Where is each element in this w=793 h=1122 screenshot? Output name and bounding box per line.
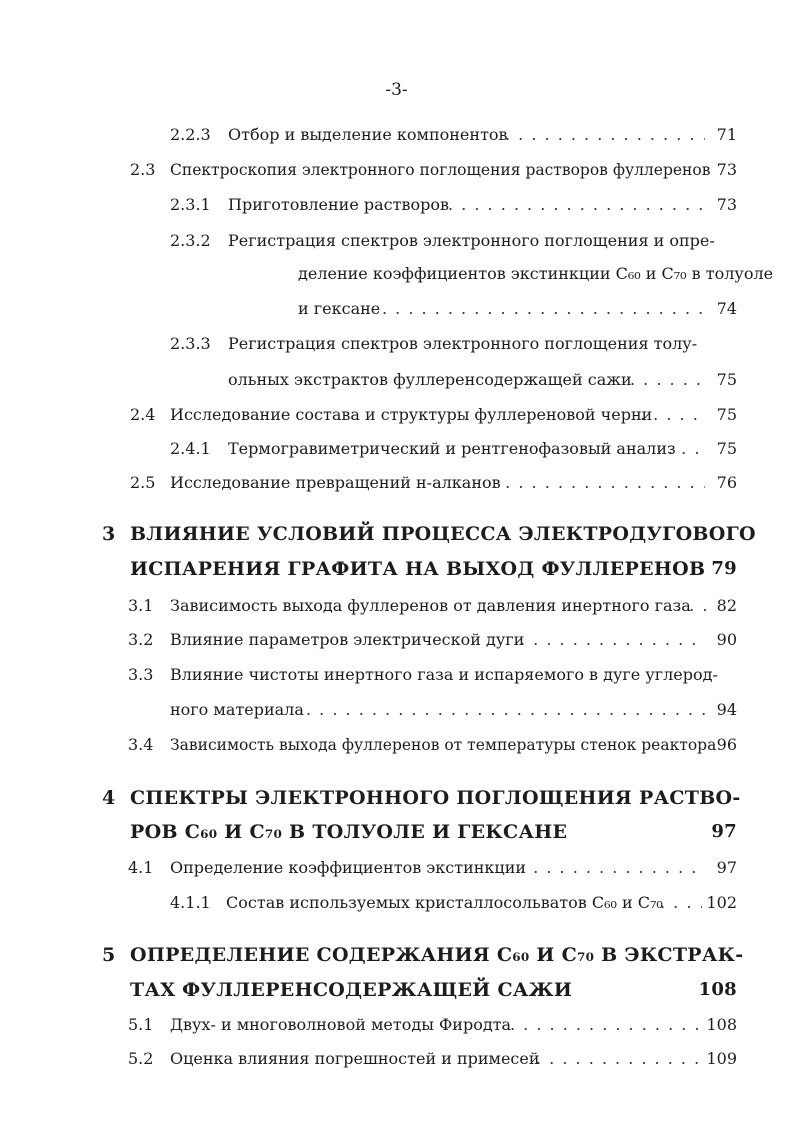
toc-entry-3-3 xyxy=(128,663,737,687)
page-ref: 97 xyxy=(716,858,737,877)
section-title: Определение коэффициентов экстинкции xyxy=(170,858,527,877)
page-ref: 82 xyxy=(716,596,737,615)
page-ref: 108 xyxy=(698,979,737,1000)
page-ref: 75 xyxy=(716,370,737,389)
page-ref: 109 xyxy=(706,1049,737,1068)
chapter-number: 5 xyxy=(102,944,116,966)
section-number: 3.1 xyxy=(128,596,154,615)
toc-entry-4-1-1 xyxy=(128,891,737,915)
page-ref: 90 xyxy=(716,630,737,649)
toc-entry-5-2 xyxy=(128,1047,737,1071)
section-number: 2.5 xyxy=(130,473,156,492)
section-title: Влияние параметров электрической дуги xyxy=(170,630,525,649)
section-title-line2: ольных экстрактов фуллеренсодержащей сажи xyxy=(228,370,632,389)
toc-entry-2-4 xyxy=(130,403,737,427)
chapter-3-heading xyxy=(100,522,756,546)
section-number: 2.3 xyxy=(130,160,156,179)
dot-leader xyxy=(520,628,706,652)
toc-entry-3-2 xyxy=(128,628,737,652)
section-number: 2.3.1 xyxy=(170,195,211,214)
section-number: 5.1 xyxy=(128,1015,154,1034)
section-title: Состав используемых кристаллосольватов C₆₀ и C₇₀ xyxy=(226,893,663,912)
section-title: Зависимость выхода фуллеренов от давления инертного газа xyxy=(170,596,691,615)
section-title: Зависимость выхода фуллеренов от температуры стенок реактора xyxy=(170,736,717,754)
toc-entry-2-3-2-end xyxy=(130,297,737,321)
section-number: 2.3.3 xyxy=(170,334,211,353)
toc-entry-2-2-3 xyxy=(130,123,737,147)
dot-leader xyxy=(640,403,705,427)
dot-leader xyxy=(448,193,705,217)
page-ref: 108 xyxy=(706,1015,737,1034)
dot-leader xyxy=(668,437,705,461)
section-number: 2.4.1 xyxy=(170,439,211,458)
dot-leader xyxy=(630,368,705,392)
section-number: 2.4 xyxy=(130,405,156,424)
page-ref: 102 xyxy=(706,893,737,912)
dot-leader xyxy=(676,594,706,618)
toc-entry-2-5 xyxy=(130,471,737,495)
chapter-title-line1: СПЕКТРЫ ЭЛЕКТРОННОГО ПОГЛОЩЕНИЯ РАСТВО- xyxy=(130,787,741,809)
page-number: -3- xyxy=(385,80,408,100)
dot-leader xyxy=(306,698,706,722)
chapter-4-heading xyxy=(100,786,741,810)
page-ref: 75 xyxy=(716,405,737,424)
page-ref: 76 xyxy=(716,473,737,492)
section-title-line1: Влияние чистоты инертного газа и испаряемого в дуге углерод- xyxy=(170,665,718,684)
dot-leader xyxy=(536,1047,700,1071)
chapter-4-heading-end xyxy=(100,820,737,844)
toc-entry-4-1 xyxy=(128,856,737,880)
toc-entry-2-3-3-end xyxy=(130,368,737,392)
section-title-line1: Регистрация спектров электронного поглощения толу- xyxy=(228,334,698,353)
chapter-title-line1: ОПРЕДЕЛЕНИЕ СОДЕРЖАНИЯ C₆₀ И C₇₀ В ЭКСТРАК- xyxy=(130,944,744,966)
section-title-line1: Регистрация спектров электронного поглощения и опре- xyxy=(228,231,715,250)
chapter-5-heading xyxy=(100,943,744,967)
toc-entry-2-3-2-cont xyxy=(130,262,774,286)
chapter-number: 3 xyxy=(102,523,116,545)
chapter-title-line1: ВЛИЯНИЕ УСЛОВИЙ ПРОЦЕССА ЭЛЕКТРОДУГОВОГО xyxy=(130,523,756,545)
section-title-line2: деление коэффициентов экстинкции C₆₀ и C₇₀ в толуоле xyxy=(298,264,774,283)
section-title: Исследование состава и структуры фуллереновой черни xyxy=(170,405,653,424)
page-ref: 94 xyxy=(716,700,737,719)
dot-leader xyxy=(660,891,702,915)
toc-entry-2-4-1 xyxy=(130,437,737,461)
section-title: Термогравиметрический и рентгенофазовый анализ xyxy=(228,439,676,458)
section-title: Отбор и выделение компонентов xyxy=(228,125,508,144)
section-title: Спектроскопия электронного поглощения растворов фуллеренов xyxy=(170,161,711,179)
chapter-title-line2: ИСПАРЕНИЯ ГРАФИТА НА ВЫХОД ФУЛЛЕРЕНОВ xyxy=(130,558,706,580)
page-ref: 75 xyxy=(716,439,737,458)
toc-entry-3-1 xyxy=(128,594,737,618)
toc-entry-2-3 xyxy=(130,158,737,182)
toc-entry-3-3-end xyxy=(128,698,737,722)
dot-leader xyxy=(382,297,705,321)
section-number: 5.2 xyxy=(128,1049,154,1068)
toc-entry-2-3-2 xyxy=(130,229,737,253)
page-ref: 71 xyxy=(716,125,737,144)
section-title: Приготовление растворов xyxy=(228,195,449,214)
chapter-title-line2: РОВ C₆₀ И C₇₀ В ТОЛУОЛЕ И ГЕКСАНЕ xyxy=(130,821,568,843)
section-number: 2.2.3 xyxy=(170,125,211,144)
section-number: 2.3.2 xyxy=(170,231,211,250)
page-ref: 79 xyxy=(711,558,737,579)
section-title-line3: и гексане xyxy=(298,299,381,318)
toc-entry-2-3-1 xyxy=(130,193,737,217)
page-ref: 73 xyxy=(716,195,737,214)
section-number: 3.4 xyxy=(128,735,154,754)
dot-leader xyxy=(492,471,705,495)
section-title: Двух- и многоволновой методы Фиродта xyxy=(170,1015,512,1034)
dot-leader xyxy=(505,123,705,147)
toc-entry-3-4 xyxy=(128,733,737,757)
page-ref: 96 xyxy=(716,735,737,754)
section-number: 3.3 xyxy=(128,665,154,684)
page-ref: 73 xyxy=(716,160,737,179)
chapter-5-heading-end xyxy=(100,978,737,1002)
section-title: Оценка влияния погрешностей и примесей xyxy=(170,1049,540,1068)
page-ref: 74 xyxy=(716,299,737,318)
chapter-number: 4 xyxy=(102,787,116,809)
section-title: Исследование превращений н-алканов xyxy=(170,473,501,492)
section-number: 3.2 xyxy=(128,630,154,649)
dot-leader xyxy=(510,1013,700,1037)
toc-entry-5-1 xyxy=(128,1013,737,1037)
dot-leader xyxy=(520,856,706,880)
page-ref: 97 xyxy=(711,821,737,842)
chapter-3-heading-end xyxy=(100,557,737,581)
section-title-line2: ного материала xyxy=(170,700,304,719)
chapter-title-line2: ТАХ ФУЛЛЕРЕНСОДЕРЖАЩЕЙ САЖИ xyxy=(130,979,573,1001)
section-number: 4.1.1 xyxy=(170,893,211,912)
section-number: 4.1 xyxy=(128,858,154,877)
toc-entry-2-3-3 xyxy=(130,332,737,356)
